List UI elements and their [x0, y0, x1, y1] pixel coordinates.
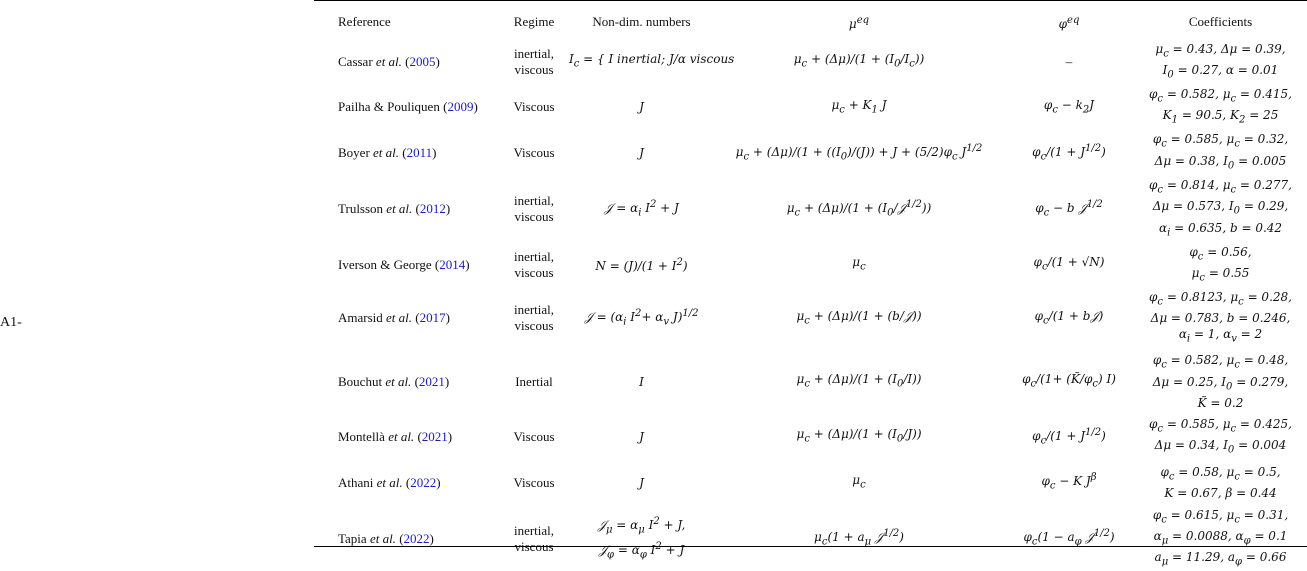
ref-author: Montellà — [338, 429, 385, 445]
regime-cell: inertial, viscous — [513, 248, 555, 280]
mu-eq-cell: $\mu_c(1 + a_\mu$ 𝒥$^{1/2}$) — [814, 528, 904, 548]
table-row — [314, 241, 1307, 289]
regime-cell: Viscous — [513, 99, 555, 115]
ref-etal: et al. — [369, 144, 400, 160]
mu-eq-cell: $\mu_c + (\Delta\mu)/(1$ + $(I_0/𝒥^{1/2})$) — [786, 198, 932, 219]
reference-cell: Athani et al. (2022) — [338, 474, 441, 490]
ref-etal: et al. — [382, 373, 412, 389]
coefficients-cell: $\varphi_c = 0.814$, $\mu_c = 0.277$, Δμ = 0.573, $I_0 = 0.29$, $\alpha_i = 0.635$, b = 0.42 — [1149, 177, 1292, 238]
bottom-rule — [314, 546, 1307, 547]
nondim-cell: $N = (J)/(1 + I^2)$ — [595, 257, 688, 274]
phi-eq-cell: $\varphi_c/(1 + √N)$ — [1033, 255, 1105, 273]
citation-link[interactable]: 2005 — [409, 54, 436, 69]
regime-cell: Viscous — [513, 144, 555, 160]
citation-link[interactable]: 2022 — [403, 530, 430, 546]
table-row — [314, 289, 1307, 348]
mu-eq-cell: $\mu_c + K_1$ J — [831, 97, 887, 116]
reference-cell: Amarsid et al. (2017) — [338, 310, 450, 326]
coefficients-cell: $\varphi_c = 0.582$, $\mu_c = 0.415$, $K_1 = 90.5$, $K_2 = 25$ — [1149, 87, 1292, 126]
coefficients-cell: $\mu_c = 0.43$, Δμ = 0.39, $I_0 = 0.27$, α = 0.01 — [1155, 41, 1286, 81]
mu-eq-cell: $\mu_c + (\Delta\mu)/(1 + (I_0/I_c))$ — [793, 52, 925, 70]
coefficients-cell: $\varphi_c = 0.582$, $\mu_c = 0.48$, Δμ = 0.25, $I_0 = 0.279$, K̃ = 0.2 — [1152, 353, 1289, 411]
table-row — [314, 459, 1307, 507]
citation-link[interactable]: 2009 — [447, 99, 474, 115]
ref-etal: et al. — [366, 530, 396, 546]
ref-author: Bouchut — [338, 373, 383, 389]
nondim-cell: 𝒥 = ($\alpha_i$ $I^2+ \alpha_v$ J)$^{1/2}$ — [584, 308, 699, 328]
nondim-cell: J — [639, 475, 644, 490]
phi-eq-cell: $\varphi_c/(1 + J^{1/2})$ — [1032, 426, 1106, 447]
header-row — [314, 6, 1307, 38]
mu-eq-cell: $\mu_c + (\Delta\mu)/(1 + (I_0/J))$ — [796, 427, 922, 445]
regime-cell: inertial, viscous — [513, 46, 555, 77]
phi-eq-cell: $\varphi_c/(1$ + b𝒥) — [1034, 308, 1104, 327]
table-row — [314, 177, 1307, 241]
ref-author: Boyer — [338, 144, 370, 160]
margin-label: A1- — [0, 315, 22, 330]
table-row — [314, 129, 1307, 177]
mu-eq-cell: $\mu_c$ — [852, 472, 866, 491]
regime-cell: Viscous — [513, 429, 555, 445]
regime-cell: inertial, viscous — [513, 302, 555, 334]
reference-cell: Cassar et al. (2005) — [338, 54, 440, 69]
citation-link[interactable]: 2017 — [419, 310, 446, 326]
phi-eq-cell: $\varphi_c/(1+$ $(K̃/\varphi_c)$ I) — [1022, 372, 1116, 390]
header-regime: Regime — [513, 14, 555, 29]
coefficients-cell: $\varphi_c = 0.585$, $\mu_c = 0.32$, Δμ = 0.38, $I_0 = 0.005$ — [1152, 132, 1289, 172]
citation-link[interactable]: 2014 — [439, 256, 466, 272]
nondim-cell: J — [639, 100, 644, 115]
citation-link[interactable]: 2011 — [406, 144, 433, 160]
ref-etal: et al. — [383, 200, 413, 216]
mu-eq-cell: $\mu_c + (\Delta\mu)/(1 + ((I_0)/(J)) + J + (5/2)\varphi_c$ $J^{1/2}$ — [735, 142, 983, 162]
table-container — [314, 0, 1307, 568]
reference-cell: Pailha & Pouliquen (2009) — [338, 99, 478, 115]
table-row — [314, 507, 1307, 571]
phi-eq-cell: – — [1065, 54, 1073, 69]
nondim-cell: 𝒥 = $\alpha_i$ $I^2 + J$ — [604, 198, 679, 219]
header-nondim: Non-dim. numbers — [592, 14, 691, 29]
coefficients-cell: $\varphi_c = 0.615$, $\mu_c = 0.31$, $\alpha_\mu = 0.0088$, $\alpha_\varphi = 0.1$ $a_\mu = 11.29$, $a_\varphi = 0.66$ — [1152, 507, 1289, 568]
ref-etal: et al. — [372, 54, 402, 69]
reference-cell: Boyer et al. (2011) — [338, 144, 437, 160]
citation-link[interactable]: 2021 — [421, 429, 448, 445]
reference-cell: Montellà et al. (2021) — [338, 429, 453, 445]
coefficients-cell: $\varphi_c = 0.58$, $\mu_c = 0.5$, K = 0.67, β = 0.44 — [1160, 464, 1281, 501]
ref-etal: et al. — [382, 310, 413, 326]
reference-cell: Tapia et al. (2022) — [338, 530, 434, 546]
nondim-cell: J — [639, 430, 644, 445]
header-coefficients: Coefficients — [1188, 14, 1253, 29]
phi-eq-cell: $\varphi_c/(1 + J^{1/2})$ — [1032, 142, 1106, 162]
regime-cell: Inertial — [515, 373, 553, 389]
ref-author: Iverson & George — [338, 256, 432, 272]
mu-eq-cell: $\mu_c + (\Delta\mu)/(1$ + (b/𝒥)) — [796, 308, 922, 327]
header-phi-eq: $\varphi^{eq}$ — [1058, 14, 1080, 31]
top-rule — [314, 0, 1307, 1]
regime-cell: inertial, viscous — [513, 192, 555, 224]
regime-cell: Viscous — [513, 474, 555, 490]
reference-cell: Iverson & George (2014) — [338, 256, 470, 272]
citation-link[interactable]: 2012 — [419, 200, 446, 216]
mu-eq-cell: $\mu_c + (\Delta\mu)/(1 + (I_0/I))$ — [796, 372, 922, 390]
ref-author: Athani — [338, 474, 374, 490]
ref-author: Trulsson — [338, 200, 384, 216]
header-reference: Reference — [338, 14, 391, 29]
ref-author: Tapia — [338, 530, 367, 546]
table-row — [314, 38, 1307, 86]
ref-author: Cassar — [338, 54, 373, 69]
coefficients-cell: $\varphi_c = 0.56$, $\mu_c = 0.55$ — [1189, 244, 1252, 284]
coefficients-cell: $\varphi_c = 0.585$, $\mu_c = 0.425$, Δμ = 0.34, $I_0 = 0.004$ — [1149, 416, 1292, 456]
nondim-cell: 𝒥$_\mu$ = $\alpha_\mu$ $I^2 + J$, 𝒥$_\varphi$ = $\alpha_\varphi$ $I^2 + J$ — [597, 516, 686, 560]
regime-cell: inertial, viscous — [513, 522, 555, 554]
nondim-cell: I — [639, 374, 644, 389]
phi-eq-cell: $\varphi_c - k_2J$ — [1043, 97, 1095, 116]
nondim-cell: J — [639, 145, 644, 160]
citation-link[interactable]: 2021 — [418, 373, 445, 389]
table-row — [314, 86, 1307, 129]
ref-etal: et al. — [384, 429, 415, 445]
mu-eq-cell: $\mu_c$ — [852, 255, 866, 273]
table-row — [314, 348, 1307, 416]
nondim-cell: $I_c$ = { I inertial; J/α viscous — [569, 52, 735, 70]
reference-cell: Trulsson et al. (2012) — [338, 200, 451, 216]
ref-author: Pailha & Pouliquen — [338, 99, 440, 115]
header-mu-eq: $\mu^{eq}$ — [848, 14, 870, 31]
phi-eq-cell: $\varphi_c - b$ 𝒥$^{1/2}$ — [1035, 198, 1103, 219]
table-row — [314, 416, 1307, 459]
phi-eq-cell: $\varphi_c - K$ $J^\beta$ — [1041, 472, 1097, 492]
reference-cell: Bouchut et al. (2021) — [338, 373, 450, 389]
ref-author: Amarsid — [338, 310, 383, 326]
citation-link[interactable]: 2022 — [410, 474, 437, 490]
rheology-table — [314, 6, 1307, 571]
coefficients-cell: $\varphi_c = 0.8123$, $\mu_c = 0.28$, Δμ = 0.783, b = 0.246, $\alpha_i = 1$, $\alpha_v = 2$ — [1149, 289, 1292, 345]
ref-etal: et al. — [373, 474, 403, 490]
phi-eq-cell: $\varphi_c(1 - a_\varphi$ 𝒥$^{1/2}$) — [1023, 528, 1115, 548]
